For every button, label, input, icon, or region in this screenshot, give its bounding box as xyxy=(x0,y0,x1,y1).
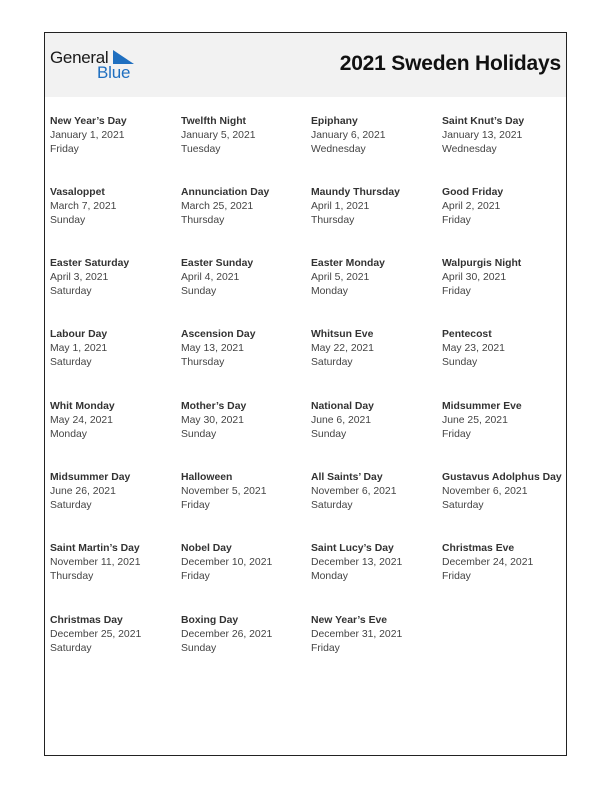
holiday-name: Pentecost xyxy=(442,329,492,340)
holiday-item xyxy=(442,328,567,370)
holiday-name: Twelfth Night xyxy=(181,116,247,127)
holiday-item xyxy=(50,614,175,656)
holiday-item xyxy=(442,471,567,513)
holiday-day: Saturday xyxy=(311,500,353,511)
logo-general-text: General xyxy=(50,48,109,67)
holiday-name: Labour Day xyxy=(50,329,108,340)
holiday-item xyxy=(442,115,567,157)
holiday-day: Wednesday xyxy=(442,144,497,155)
holiday-item xyxy=(442,257,567,299)
holiday-day: Sunday xyxy=(311,429,347,440)
holiday-date: December 31, 2021 xyxy=(311,629,403,640)
holiday-name: Easter Saturday xyxy=(50,258,130,269)
holiday-day: Sunday xyxy=(181,643,217,654)
holiday-date: January 13, 2021 xyxy=(442,130,523,141)
holiday-item xyxy=(311,115,436,157)
holiday-item xyxy=(442,186,567,228)
holiday-day: Saturday xyxy=(50,643,92,654)
holiday-name: Boxing Day xyxy=(181,615,239,626)
holiday-name: Whit Monday xyxy=(50,401,115,412)
holiday-name: Maundy Thursday xyxy=(311,187,400,198)
holiday-item xyxy=(50,186,175,228)
holiday-name: Nobel Day xyxy=(181,543,232,554)
logo xyxy=(50,48,140,84)
holiday-item xyxy=(311,400,436,442)
holiday-day: Sunday xyxy=(50,215,86,226)
page-frame xyxy=(44,32,567,756)
holiday-day: Tuesday xyxy=(181,144,221,155)
holiday-date: November 11, 2021 xyxy=(50,557,141,568)
holiday-day: Friday xyxy=(442,429,471,440)
holiday-date: November 5, 2021 xyxy=(181,486,267,497)
holiday-date: June 25, 2021 xyxy=(442,415,508,426)
holiday-date: May 1, 2021 xyxy=(50,343,108,354)
holiday-day: Monday xyxy=(311,571,348,582)
holiday-date: June 6, 2021 xyxy=(311,415,372,426)
holiday-date: December 13, 2021 xyxy=(311,557,403,568)
holiday-item xyxy=(181,614,306,656)
holiday-day: Monday xyxy=(311,286,348,297)
holiday-name: Vasaloppet xyxy=(50,187,105,198)
holiday-item xyxy=(181,115,306,157)
holiday-date: March 25, 2021 xyxy=(181,201,254,212)
holiday-day: Friday xyxy=(181,571,210,582)
holiday-date: April 5, 2021 xyxy=(311,272,370,283)
holiday-day: Thursday xyxy=(181,357,225,368)
holiday-date: May 24, 2021 xyxy=(50,415,113,426)
holiday-date: April 1, 2021 xyxy=(311,201,370,212)
holiday-date: January 5, 2021 xyxy=(181,130,256,141)
holiday-item xyxy=(442,542,567,584)
holiday-name: Mother’s Day xyxy=(181,401,247,412)
holiday-date: April 3, 2021 xyxy=(50,272,109,283)
holiday-name: Midsummer Day xyxy=(50,472,131,483)
holiday-day: Thursday xyxy=(311,215,355,226)
holiday-item xyxy=(181,400,306,442)
holiday-day: Saturday xyxy=(50,286,92,297)
holiday-day: Sunday xyxy=(442,357,478,368)
holiday-item xyxy=(181,328,306,370)
holiday-item xyxy=(50,328,175,370)
holiday-date: April 2, 2021 xyxy=(442,201,501,212)
holiday-item xyxy=(50,115,175,157)
holiday-name: Easter Sunday xyxy=(181,258,254,269)
holiday-name: Epiphany xyxy=(311,116,358,127)
holiday-day: Friday xyxy=(311,643,340,654)
holiday-day: Sunday xyxy=(181,286,217,297)
holiday-name: Saint Martin’s Day xyxy=(50,543,140,554)
holiday-name: National Day xyxy=(311,401,374,412)
holiday-day: Saturday xyxy=(50,500,92,511)
holiday-name: Gustavus Adolphus Day xyxy=(442,472,562,483)
holiday-day: Thursday xyxy=(181,215,225,226)
holiday-item xyxy=(311,471,436,513)
holiday-date: May 22, 2021 xyxy=(311,343,374,354)
holiday-day: Friday xyxy=(442,571,471,582)
holiday-name: Ascension Day xyxy=(181,329,256,340)
holiday-date: January 1, 2021 xyxy=(50,130,125,141)
holiday-item xyxy=(311,257,436,299)
holiday-item xyxy=(311,328,436,370)
holiday-name: Good Friday xyxy=(442,187,504,198)
holiday-name: New Year’s Day xyxy=(50,116,127,127)
holiday-day: Monday xyxy=(50,429,87,440)
logo-blue-text: Blue xyxy=(97,63,131,82)
holiday-item xyxy=(311,542,436,584)
holiday-date: November 6, 2021 xyxy=(442,486,528,497)
logo-triangle-icon xyxy=(113,50,134,64)
holiday-name: Whitsun Eve xyxy=(311,329,374,340)
holiday-name: New Year’s Eve xyxy=(311,615,388,626)
holiday-day: Sunday xyxy=(181,429,217,440)
holiday-name: Walpurgis Night xyxy=(442,258,522,269)
holiday-item xyxy=(442,400,567,442)
holiday-date: December 25, 2021 xyxy=(50,629,142,640)
holiday-name: Christmas Eve xyxy=(442,543,515,554)
holiday-item xyxy=(181,471,306,513)
holiday-date: April 30, 2021 xyxy=(442,272,507,283)
holiday-name: All Saints’ Day xyxy=(311,472,383,483)
holiday-name: Easter Monday xyxy=(311,258,385,269)
holiday-date: December 10, 2021 xyxy=(181,557,273,568)
holiday-date: June 26, 2021 xyxy=(50,486,116,497)
holiday-item xyxy=(50,400,175,442)
holiday-name: Saint Knut’s Day xyxy=(442,116,525,127)
holiday-item xyxy=(181,257,306,299)
holiday-day: Friday xyxy=(50,144,79,155)
holiday-name: Halloween xyxy=(181,472,233,483)
holiday-name: Christmas Day xyxy=(50,615,123,626)
holiday-date: May 13, 2021 xyxy=(181,343,244,354)
holiday-date: May 30, 2021 xyxy=(181,415,244,426)
holiday-day: Friday xyxy=(181,500,210,511)
holiday-item xyxy=(50,257,175,299)
holiday-day: Saturday xyxy=(311,357,353,368)
holiday-item xyxy=(181,186,306,228)
holiday-date: April 4, 2021 xyxy=(181,272,240,283)
holiday-day: Wednesday xyxy=(311,144,366,155)
holiday-day: Saturday xyxy=(442,500,484,511)
holiday-name: Saint Lucy’s Day xyxy=(311,543,394,554)
holiday-item xyxy=(311,186,436,228)
holiday-date: January 6, 2021 xyxy=(311,130,386,141)
holiday-item xyxy=(311,614,436,656)
holiday-date: November 6, 2021 xyxy=(311,486,397,497)
holiday-day: Friday xyxy=(442,286,471,297)
holiday-item xyxy=(50,471,175,513)
holiday-date: May 23, 2021 xyxy=(442,343,505,354)
page-title: 2021 Sweden Holidays xyxy=(339,52,561,75)
holiday-name: Annunciation Day xyxy=(181,187,270,198)
holiday-day: Friday xyxy=(442,215,471,226)
holiday-day: Thursday xyxy=(50,571,94,582)
holiday-date: March 7, 2021 xyxy=(50,201,117,212)
holiday-day: Saturday xyxy=(50,357,92,368)
holiday-item xyxy=(50,542,175,584)
holiday-name: Midsummer Eve xyxy=(442,401,522,412)
holiday-date: December 24, 2021 xyxy=(442,557,534,568)
holiday-item xyxy=(181,542,306,584)
holiday-date: December 26, 2021 xyxy=(181,629,273,640)
header xyxy=(45,33,566,97)
